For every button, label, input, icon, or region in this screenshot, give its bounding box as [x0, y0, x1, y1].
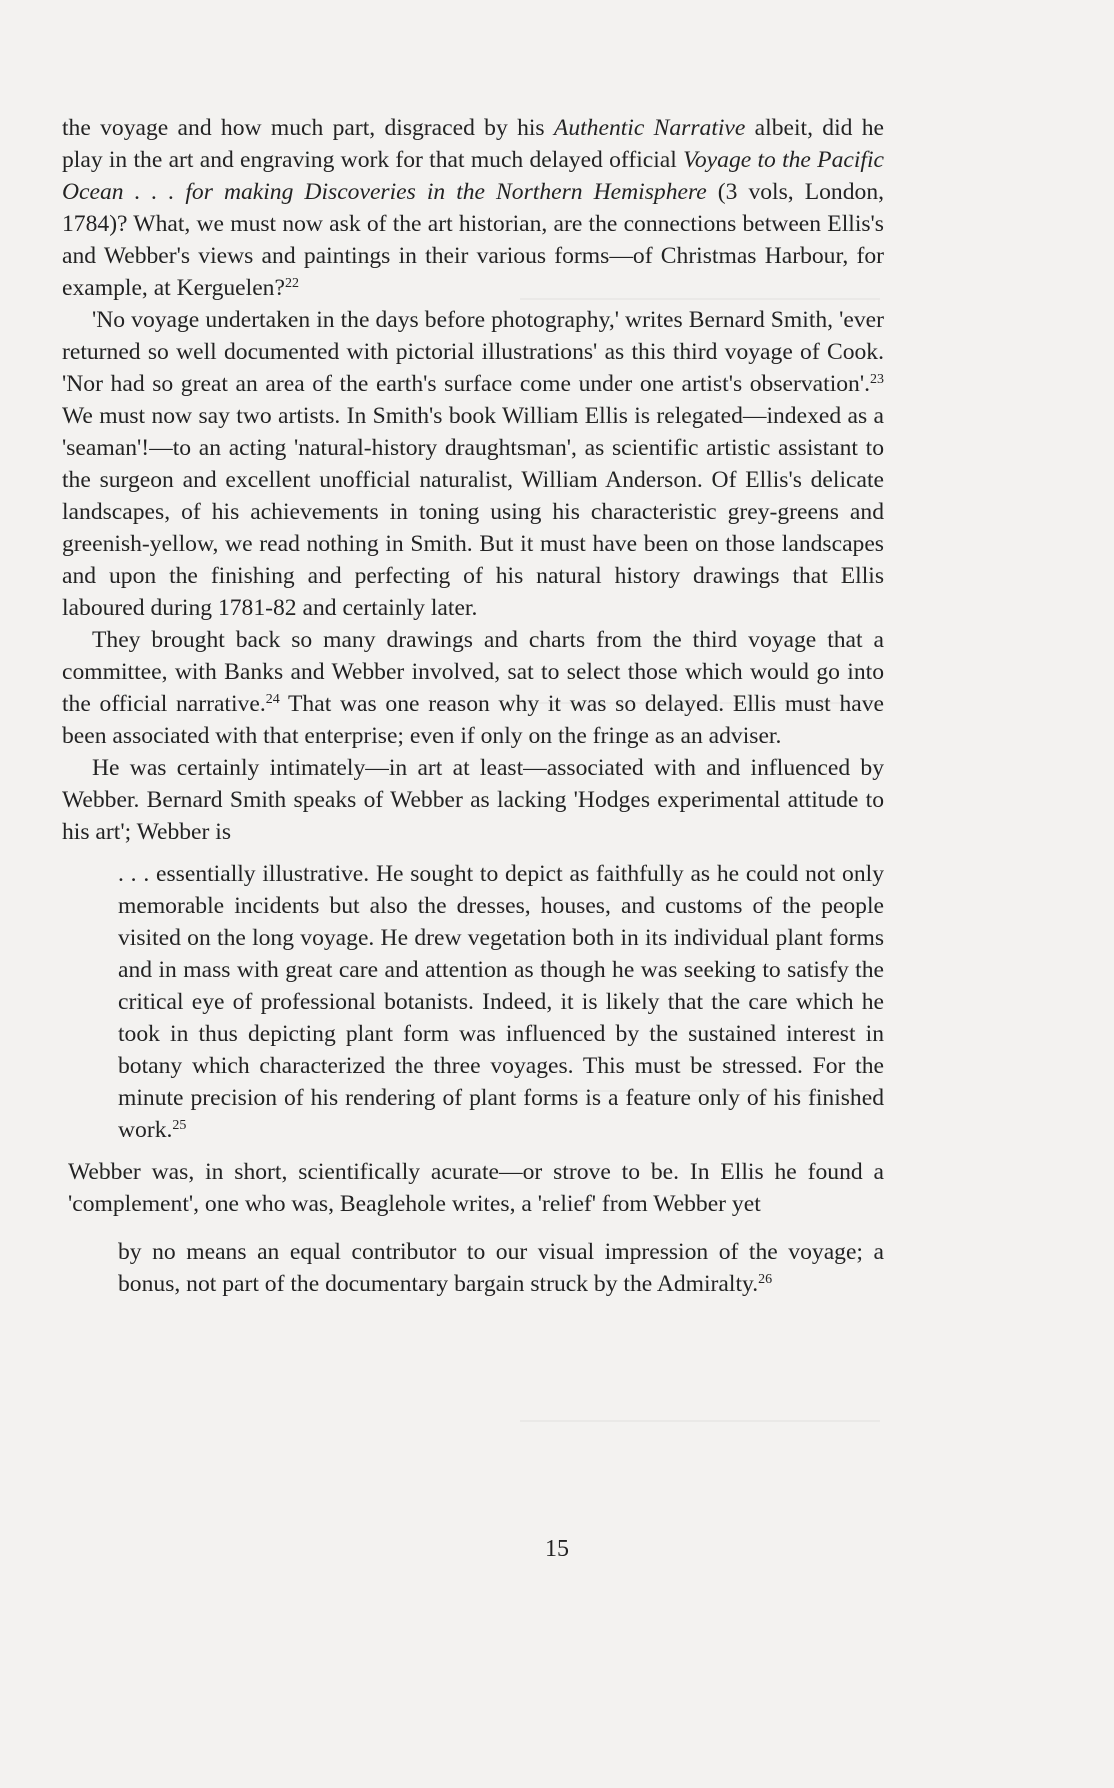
- paragraph: [68, 1156, 884, 1220]
- paragraph: [62, 112, 884, 304]
- text-run: Webber was, in short, scientifically acurate—or strove to be. In Ellis he found a 'complement', one who was, Beaglehole writes, a 'relief' from Webber yet: [68, 1159, 884, 1217]
- footnote-ref: 22: [284, 276, 299, 291]
- footnote-ref: 25: [172, 1118, 187, 1133]
- text-run: (3 vols, London, 1784)? What, we must now ask of the art historian, are the connections between Ellis's and Webber's views and paintings in their various forms—of Christmas Harbour, for example, at Kerguelen?: [62, 179, 885, 301]
- block-quote: [118, 858, 884, 1146]
- italic-title: Voyage to the Pacific Ocean . . . for making Discoveries in the Northern Hemisphere: [62, 147, 884, 205]
- text-run: by no means an equal contributor to our visual impression of the voyage; a bonus, not part of the documentary bargain struck by the Admiralty.: [118, 1239, 884, 1297]
- italic-title: Authentic Narrative: [553, 115, 746, 141]
- text-run: That was one reason why it was so delayed. Ellis must have been associated with that enterprise; even if only on the fringe as an adviser.: [62, 691, 884, 749]
- text-run: the voyage and how much part, disgraced by his: [62, 115, 554, 141]
- block-quote: [118, 1236, 884, 1300]
- text-run: They brought back so many drawings and charts from the third voyage that a committee, with Banks and Webber involved, sat to select those which would go into the official narrative.: [62, 627, 884, 717]
- text-run: . . . essentially illustrative. He sought to depict as faithfully as he could not only memorable incidents but also the dresses, houses, and customs of the people visited on the long voyage. He drew vegetation both in its individual plant forms and in mass with great care and attention as though he was seeking to satisfy the critical eye of professional botanists. Indeed, it is likely that the care which he took in thus depicting plant form was influenced by the sustained interest in botany which characterized the three voyages. This must be stressed. For the minute precision of his rendering of plant forms is a feature only of his finished work.: [118, 861, 884, 1143]
- text-run: 'No voyage undertaken in the days before photography,' writes Bernard Smith, 'ever returned so well documented with pictorial illustrations' as this third voyage of Cook. 'Nor had so great an area of the earth's surface come under one artist's observation'.: [62, 307, 884, 397]
- page-number: 15: [545, 1536, 569, 1562]
- paragraph: [62, 304, 884, 624]
- paragraph: [62, 752, 884, 848]
- text-run: albeit, did he play in the art and engraving work for that much delayed official: [62, 115, 885, 173]
- text-run: We must now say two artists. In Smith's book William Ellis is relegated—indexed as a 'seaman'!—to an acting 'natural-history draughtsman', as scientific artistic assistant to the surgeon and excellent unofficial naturalist, William Anderson. Of Ellis's delicate landscapes, of his achievements in toning using his characteristic grey-greens and greenish-yellow, we read nothing in Smith. But it must have been on those landscapes and upon the finishing and perfecting of his natural history drawings that Ellis laboured during 1781-82 and certainly later.: [62, 403, 884, 621]
- show-through-line: [520, 1420, 880, 1422]
- footnote-ref: 26: [758, 1272, 773, 1287]
- body-text: [62, 112, 884, 1300]
- footnote-ref: 23: [870, 372, 884, 387]
- text-run: He was certainly intimately—in art at least—associated with and influenced by Webber. Bernard Smith speaks of Webber as lacking 'Hodges experimental attitude to his art'; Webber is: [62, 755, 884, 845]
- footnote-ref: 24: [265, 692, 280, 707]
- paragraph: [62, 624, 884, 752]
